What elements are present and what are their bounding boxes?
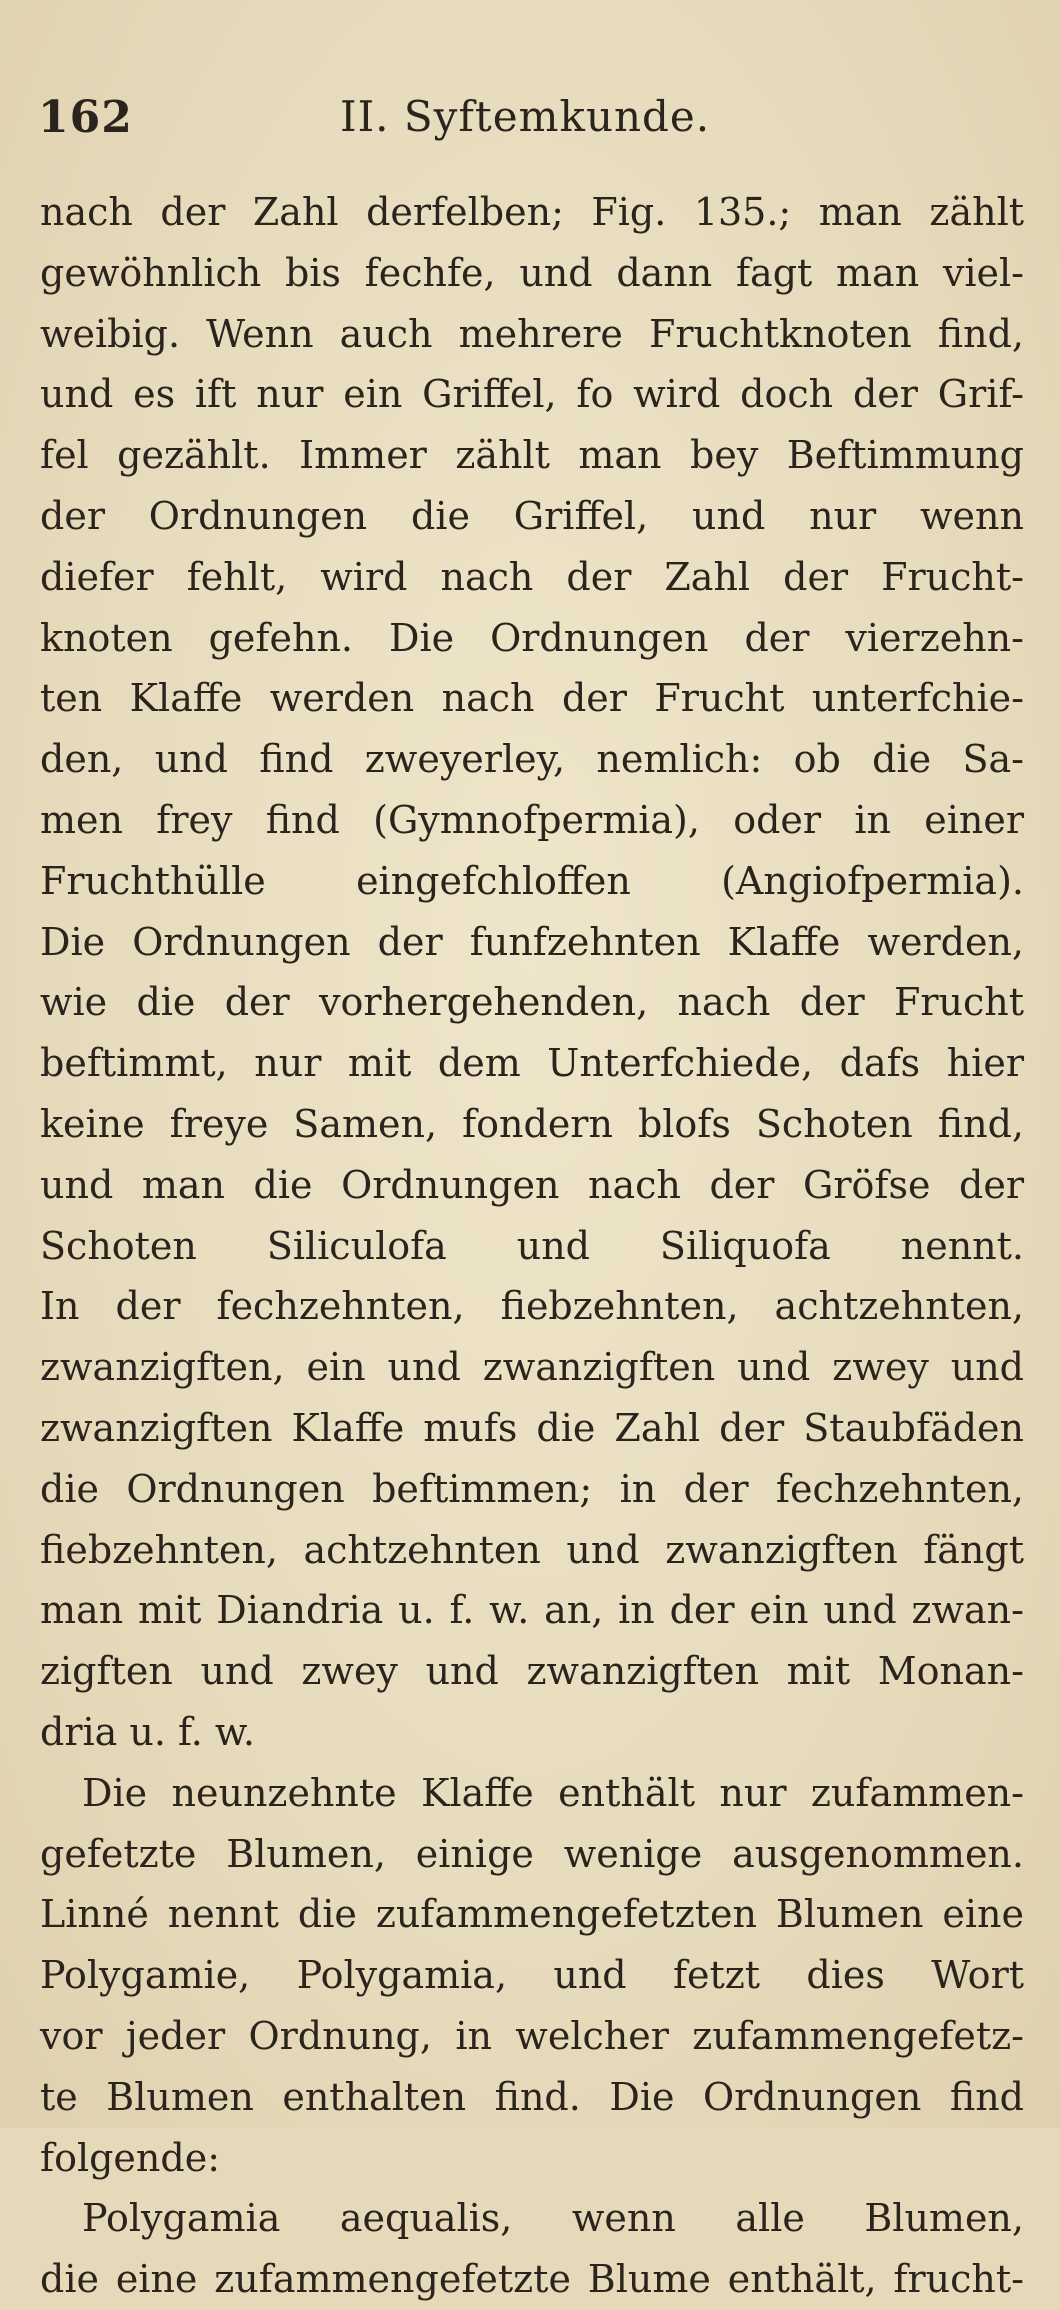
- text-line: den, und find zweyerley, nemlich: ob die Sa-: [40, 737, 1024, 782]
- text-line: dria u. f. w.: [40, 1709, 255, 1754]
- text-line: folgende:: [40, 2135, 220, 2180]
- text-line: vor jeder Ordnung, in welcher zufammengefetz-: [40, 2013, 1024, 2058]
- text-line: zwanzigften, ein und zwanzigften und zwey und: [40, 1345, 1024, 1390]
- text-line: Linné nennt die zufammengefetzten Blumen eine: [40, 1892, 1024, 1937]
- text-line: keine freye Samen, fondern blofs Schoten find,: [40, 1101, 1024, 1146]
- text-line: gewöhnlich bis fechfe, und dann fagt man viel-: [40, 250, 1024, 295]
- text-line: beftimmt, nur mit dem Unterfchiede, dafs hier: [40, 1041, 1024, 1086]
- text-line: In der fechzehnten, fiebzehnten, achtzehnten,: [40, 1284, 1024, 1329]
- text-line: Die neunzehnte Klaffe enthält nur zufammen-: [82, 1770, 1024, 1815]
- text-line: die Ordnungen beftimmen; in der fechzehnten,: [40, 1466, 1024, 1511]
- text-line: zigften und zwey und zwanzigften mit Monan-: [40, 1649, 1024, 1694]
- text-line: zwanzigften Klaffe mufs die Zahl der Staubfäden: [40, 1405, 1024, 1450]
- text-line: und man die Ordnungen nach der Gröfse der: [40, 1162, 1024, 1207]
- text-line: der Ordnungen die Griffel, und nur wenn: [40, 493, 1024, 538]
- body-text: [40, 182, 1024, 2310]
- text-line: knoten gefehn. Die Ordnungen der vierzehn-: [40, 615, 1024, 660]
- text-line: und es ift nur ein Griffel, fo wird doch der Grif-: [40, 372, 1024, 417]
- running-head: II. Syftemkunde.: [340, 92, 711, 141]
- text-line: nach der Zahl derfelben; Fig. 135.; man zählt: [40, 190, 1024, 234]
- text-line: Schoten Siliculofa und Siliquofa nennt.: [40, 1223, 1024, 1268]
- text-line: die eine zufammengefetzte Blume enthält, frucht-: [40, 2257, 1024, 2302]
- text-line: weibig. Wenn auch mehrere Fruchtknoten find,: [40, 311, 1024, 356]
- text-line: Polygamie, Polygamia, und fetzt dies Wort: [40, 1953, 1024, 1998]
- text-line: ten Klaffe werden nach der Frucht unterfchie-: [40, 676, 1024, 721]
- text-line: man mit Diandria u. f. w. an, in der ein und zwan-: [40, 1588, 1024, 1633]
- text-line: fel gezählt. Immer zählt man bey Beftimmung: [40, 433, 1024, 478]
- text-line: men frey find (Gymnofpermia), oder in einer: [40, 797, 1024, 842]
- page-number: 162: [38, 92, 133, 143]
- text-line: te Blumen enthalten find. Die Ordnungen find: [40, 2074, 1024, 2119]
- text-line: diefer fehlt, wird nach der Zahl der Frucht-: [40, 554, 1024, 599]
- text-line: Fruchthülle eingefchloffen (Angiofpermia).: [40, 858, 1024, 903]
- text-line: wie die der vorhergehenden, nach der Frucht: [40, 980, 1024, 1025]
- text-line: gefetzte Blumen, einige wenige ausgenommen.: [40, 1831, 1024, 1876]
- text-line: Die Ordnungen der funfzehnten Klaffe werden,: [40, 919, 1024, 964]
- page-header: [38, 92, 998, 148]
- text-line: Polygamia aequalis, wenn alle Blumen,: [82, 2196, 1024, 2241]
- text-line: fiebzehnten, achtzehnten und zwanzigften fängt: [40, 1527, 1024, 1572]
